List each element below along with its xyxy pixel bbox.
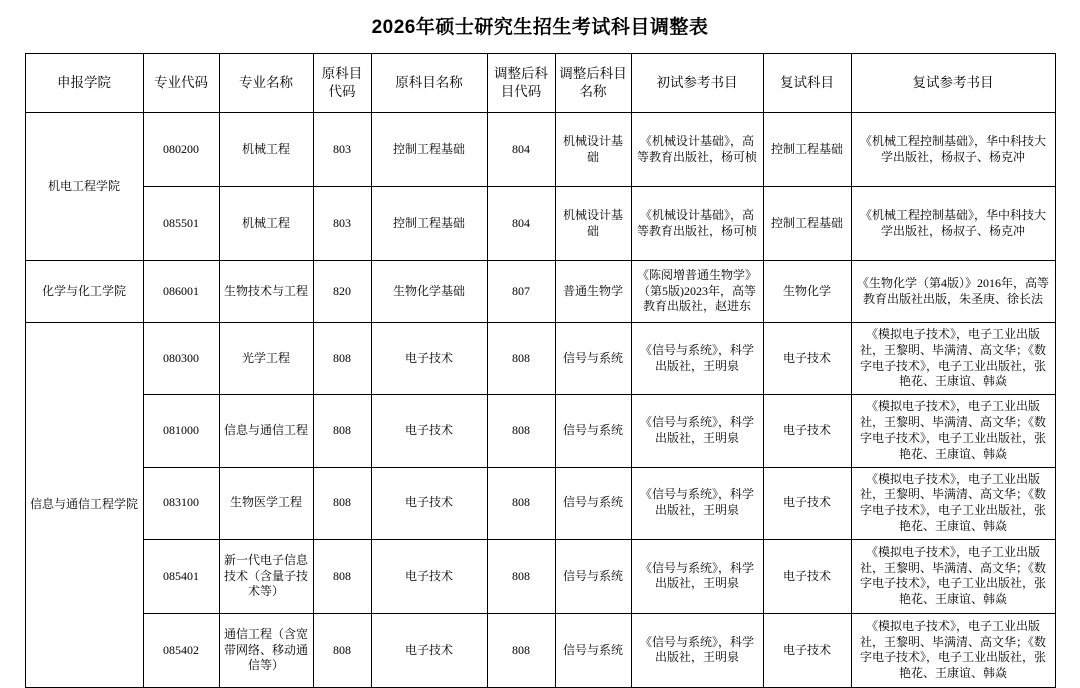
column-header-old-name: 原科目名称: [371, 54, 487, 113]
cell-new-code: 808: [487, 323, 555, 395]
cell-new-code: 808: [487, 613, 555, 687]
cell-new-name: 机械设计基础: [555, 113, 631, 187]
cell-first-books: 《陈阅增普通生物学》（第5版)2023年，高等教育出版社，赵进东: [631, 261, 763, 323]
cell-old-name: 电子技术: [371, 539, 487, 613]
cell-new-name: 信号与系统: [555, 539, 631, 613]
cell-major-code: 086001: [143, 261, 219, 323]
cell-retest-subject: 电子技术: [763, 323, 851, 395]
cell-retest-books: 《机械工程控制基础》，华中科技大学出版社，杨叔子、杨克冲: [851, 187, 1055, 261]
subject-adjustment-table: [25, 53, 1056, 688]
cell-major-name: 信息与通信工程: [219, 395, 313, 467]
table-row: [25, 395, 1055, 467]
cell-first-books: 《信号与系统》，科学出版社，王明泉: [631, 613, 763, 687]
cell-major-code: 080200: [143, 113, 219, 187]
cell-new-name: 信号与系统: [555, 323, 631, 395]
cell-retest-books: 《模拟电子技术》，电子工业出版社，王黎明、毕满清、高文华；《数字电子技术》，电子工业出版社，张艳花、王康谊、韩焱: [851, 613, 1055, 687]
column-header-old-code: 原科目代码: [313, 54, 371, 113]
cell-retest-books: 《模拟电子技术》，电子工业出版社，王黎明、毕满清、高文华；《数字电子技术》，电子工业出版社，张艳花、王康谊、韩焱: [851, 323, 1055, 395]
cell-major-code: 081000: [143, 395, 219, 467]
cell-major-name: 新一代电子信息技术（含量子技术等）: [219, 539, 313, 613]
cell-new-name: 信号与系统: [555, 467, 631, 539]
cell-new-code: 808: [487, 467, 555, 539]
cell-college: 机电工程学院: [25, 113, 143, 261]
cell-major-name: 生物技术与工程: [219, 261, 313, 323]
cell-first-books: 《信号与系统》，科学出版社，王明泉: [631, 467, 763, 539]
cell-retest-books: 《模拟电子技术》，电子工业出版社，王黎明、毕满清、高文华；《数字电子技术》，电子工业出版社，张艳花、王康谊、韩焱: [851, 539, 1055, 613]
cell-first-books: 《信号与系统》，科学出版社，王明泉: [631, 323, 763, 395]
cell-old-code: 808: [313, 323, 371, 395]
cell-old-code: 808: [313, 395, 371, 467]
column-header-major-name: 专业名称: [219, 54, 313, 113]
cell-retest-subject: 控制工程基础: [763, 113, 851, 187]
cell-old-code: 803: [313, 187, 371, 261]
cell-old-name: 电子技术: [371, 395, 487, 467]
cell-first-books: 《机械设计基础》，高等教育出版社，杨可桢: [631, 187, 763, 261]
column-header-retest-subject: 复试科目: [763, 54, 851, 113]
cell-new-code: 808: [487, 539, 555, 613]
cell-new-code: 807: [487, 261, 555, 323]
cell-college: 信息与通信工程学院: [25, 323, 143, 688]
cell-retest-books: 《模拟电子技术》，电子工业出版社，王黎明、毕满清、高文华；《数字电子技术》，电子工业出版社，张艳花、王康谊、韩焱: [851, 395, 1055, 467]
table-header-row: [25, 54, 1055, 113]
cell-new-code: 808: [487, 395, 555, 467]
column-header-major-code: 专业代码: [143, 54, 219, 113]
cell-retest-books: 《生物化学（第4版）》2016年，高等教育出版社出版，朱圣庚、徐长法: [851, 261, 1055, 323]
cell-retest-subject: 生物化学: [763, 261, 851, 323]
column-header-college: 申报学院: [25, 54, 143, 113]
cell-major-name: 生物医学工程: [219, 467, 313, 539]
cell-old-code: 820: [313, 261, 371, 323]
cell-major-code: 080300: [143, 323, 219, 395]
cell-old-code: 808: [313, 613, 371, 687]
cell-old-name: 电子技术: [371, 467, 487, 539]
cell-major-name: 机械工程: [219, 113, 313, 187]
cell-major-name: 光学工程: [219, 323, 313, 395]
cell-old-name: 控制工程基础: [371, 187, 487, 261]
cell-retest-subject: 电子技术: [763, 539, 851, 613]
column-header-retest-books: 复试参考书目: [851, 54, 1055, 113]
cell-new-code: 804: [487, 187, 555, 261]
table-row: [25, 323, 1055, 395]
cell-new-code: 804: [487, 113, 555, 187]
cell-first-books: 《信号与系统》，科学出版社，王明泉: [631, 539, 763, 613]
cell-old-code: 808: [313, 539, 371, 613]
cell-old-code: 803: [313, 113, 371, 187]
table-header: [25, 54, 1055, 113]
table-row: [25, 467, 1055, 539]
cell-old-name: 电子技术: [371, 323, 487, 395]
column-header-new-code: 调整后科目代码: [487, 54, 555, 113]
cell-major-name: 通信工程（含宽带网络、移动通信等）: [219, 613, 313, 687]
cell-retest-books: 《模拟电子技术》，电子工业出版社，王黎明、毕满清、高文华；《数字电子技术》，电子工业出版社，张艳花、王康谊、韩焱: [851, 467, 1055, 539]
cell-retest-subject: 电子技术: [763, 467, 851, 539]
cell-college: 化学与化工学院: [25, 261, 143, 323]
column-header-new-name: 调整后科目名称: [555, 54, 631, 113]
table-row: [25, 187, 1055, 261]
cell-retest-subject: 电子技术: [763, 613, 851, 687]
cell-retest-subject: 控制工程基础: [763, 187, 851, 261]
cell-old-name: 电子技术: [371, 613, 487, 687]
cell-old-name: 控制工程基础: [371, 113, 487, 187]
cell-first-books: 《机械设计基础》，高等教育出版社，杨可桢: [631, 113, 763, 187]
table-body: [25, 113, 1055, 688]
cell-old-name: 生物化学基础: [371, 261, 487, 323]
cell-major-code: 085402: [143, 613, 219, 687]
page-title: 2026年硕士研究生招生考试科目调整表: [371, 17, 709, 38]
cell-retest-subject: 电子技术: [763, 395, 851, 467]
cell-major-code: 083100: [143, 467, 219, 539]
cell-first-books: 《信号与系统》，科学出版社，王明泉: [631, 395, 763, 467]
table-row: [25, 113, 1055, 187]
table-row: [25, 261, 1055, 323]
cell-new-name: 信号与系统: [555, 613, 631, 687]
cell-major-name: 机械工程: [219, 187, 313, 261]
cell-old-code: 808: [313, 467, 371, 539]
table-row: [25, 539, 1055, 613]
cell-retest-books: 《机械工程控制基础》，华中科技大学出版社，杨叔子、杨克冲: [851, 113, 1055, 187]
table-row: [25, 613, 1055, 687]
column-header-first-books: 初试参考书目: [631, 54, 763, 113]
cell-new-name: 机械设计基础: [555, 187, 631, 261]
cell-major-code: 085401: [143, 539, 219, 613]
cell-new-name: 信号与系统: [555, 395, 631, 467]
cell-new-name: 普通生物学: [555, 261, 631, 323]
cell-major-code: 085501: [143, 187, 219, 261]
